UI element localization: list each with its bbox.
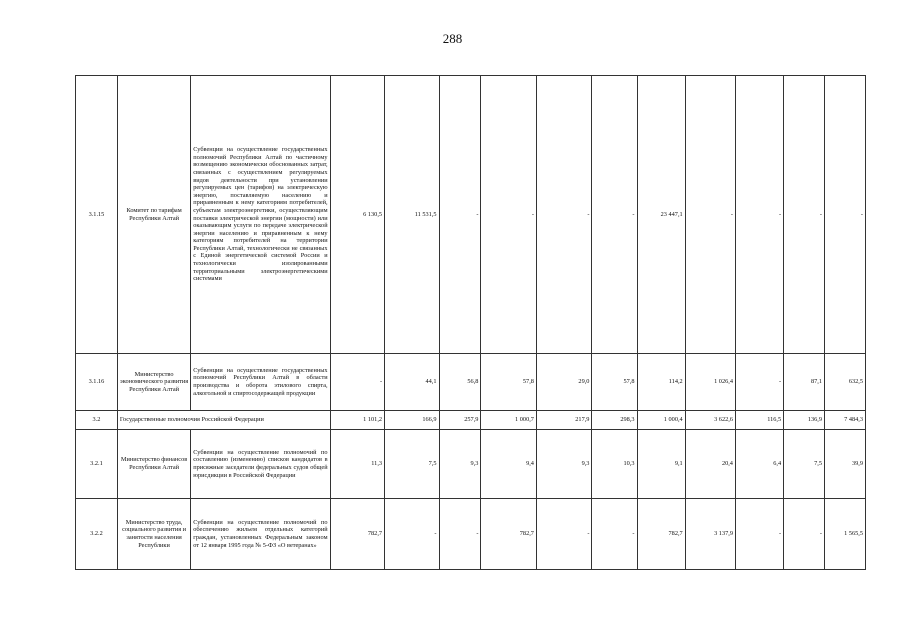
row-value: - (735, 354, 783, 411)
row-value: 29,0 (536, 354, 592, 411)
row-description: Субвенции на осуществление полномочий по составлению (изменению) списков кандидатов в присяжные заседатели федеральных судов общей юрисдикции в Российской Федерации (191, 430, 330, 499)
row-value: 217,9 (536, 411, 592, 430)
row-value: 20,4 (685, 430, 735, 499)
table-row (76, 76, 866, 354)
row-code: 3.2 (76, 411, 118, 430)
row-value: 632,5 (825, 354, 866, 411)
row-value: - (735, 499, 783, 570)
row-value: 782,7 (330, 499, 384, 570)
row-executor: Министерство экономического развития Республики Алтай (117, 354, 190, 411)
row-executor: Министерство финансов Республики Алтай (117, 430, 190, 499)
row-value: 1 000,4 (637, 411, 685, 430)
table-row (76, 411, 866, 430)
row-value: - (735, 76, 783, 354)
row-value: 1 565,5 (825, 499, 866, 570)
row-executor: Комитет по тарифам Республики Алтай (117, 76, 190, 354)
row-value: 39,9 (825, 430, 866, 499)
row-value: 782,7 (637, 499, 685, 570)
row-value: - (385, 499, 439, 570)
row-value: 11 531,5 (385, 76, 439, 354)
row-value: - (536, 76, 592, 354)
row-value: - (536, 499, 592, 570)
row-value: 1 000,7 (481, 411, 537, 430)
row-value: 11,3 (330, 430, 384, 499)
row-code: 3.1.16 (76, 354, 118, 411)
row-value: - (685, 76, 735, 354)
row-value: - (481, 76, 537, 354)
row-value: 9,4 (481, 430, 537, 499)
row-value: - (592, 76, 637, 354)
row-value: 9,3 (439, 430, 481, 499)
row-value: - (439, 499, 481, 570)
row-value: - (784, 76, 825, 354)
row-value: 56,8 (439, 354, 481, 411)
row-value: 1 026,4 (685, 354, 735, 411)
row-value: 166,9 (385, 411, 439, 430)
table-row (76, 499, 866, 570)
row-value: 1 101,2 (330, 411, 384, 430)
row-value: 782,7 (481, 499, 537, 570)
row-value: 44,1 (385, 354, 439, 411)
table-row (76, 430, 866, 499)
budget-table (75, 75, 866, 570)
row-description: Субвенции на осуществление государственных полномочий Республики Алтай по частичному возмещению экономически обоснованных затрат, связанных с осуществлением регулируемых видов деятельности при установлении регулируемых цен (тарифов) на электрическую энергию, поставляемую населению и приравненным к нему категориям потребителей, субъектам электроэнергетики, осуществляющим поставки электрической энергии (мощности) или оказывающим услуги по передаче электрической энергии населению и приравненным к нему категориям потребителей на территории Республики Алтай, технологически не связанных с Единой энергетической системой России и технологически изолированными территориальными электроэнергетическими системами (191, 76, 330, 354)
row-value: 87,1 (784, 354, 825, 411)
table-row (76, 354, 866, 411)
row-value: 10,3 (592, 430, 637, 499)
row-value: 9,1 (637, 430, 685, 499)
row-value: 6 130,5 (330, 76, 384, 354)
row-value: - (330, 354, 384, 411)
row-value: 136,9 (784, 411, 825, 430)
row-description: Субвенции на осуществление полномочий по обеспечению жильем отдельных категорий граждан, установленных Федеральным законом от 12 января 1995 года № 5-ФЗ «О ветеранах» (191, 499, 330, 570)
row-value: 7,5 (385, 430, 439, 499)
row-executor: Министерство труда, социального развития и занятости населения Республики (117, 499, 190, 570)
section-title: Государственные полномочия Российской Федерации (117, 411, 330, 430)
row-value: 7 484,3 (825, 411, 866, 430)
row-value: 3 137,9 (685, 499, 735, 570)
row-code: 3.2.1 (76, 430, 118, 499)
row-value: 9,3 (536, 430, 592, 499)
row-value: 257,9 (439, 411, 481, 430)
row-value: 298,3 (592, 411, 637, 430)
row-value: 57,8 (481, 354, 537, 411)
row-value: 23 447,1 (637, 76, 685, 354)
row-value: 3 622,6 (685, 411, 735, 430)
row-value: - (784, 499, 825, 570)
row-value: 7,5 (784, 430, 825, 499)
row-description: Субвенции на осуществление государственных полномочий Республики Алтай в области производства и оборота этилового спирта, алкогольной и спиртосодержащей продукции (191, 354, 330, 411)
row-value: 57,8 (592, 354, 637, 411)
row-value: - (439, 76, 481, 354)
row-value: - (825, 76, 866, 354)
row-value: 6,4 (735, 430, 783, 499)
row-code: 3.1.15 (76, 76, 118, 354)
row-value: 114,2 (637, 354, 685, 411)
row-code: 3.2.2 (76, 499, 118, 570)
row-value: - (592, 499, 637, 570)
row-value: 116,5 (735, 411, 783, 430)
page-number: 288 (442, 31, 463, 46)
